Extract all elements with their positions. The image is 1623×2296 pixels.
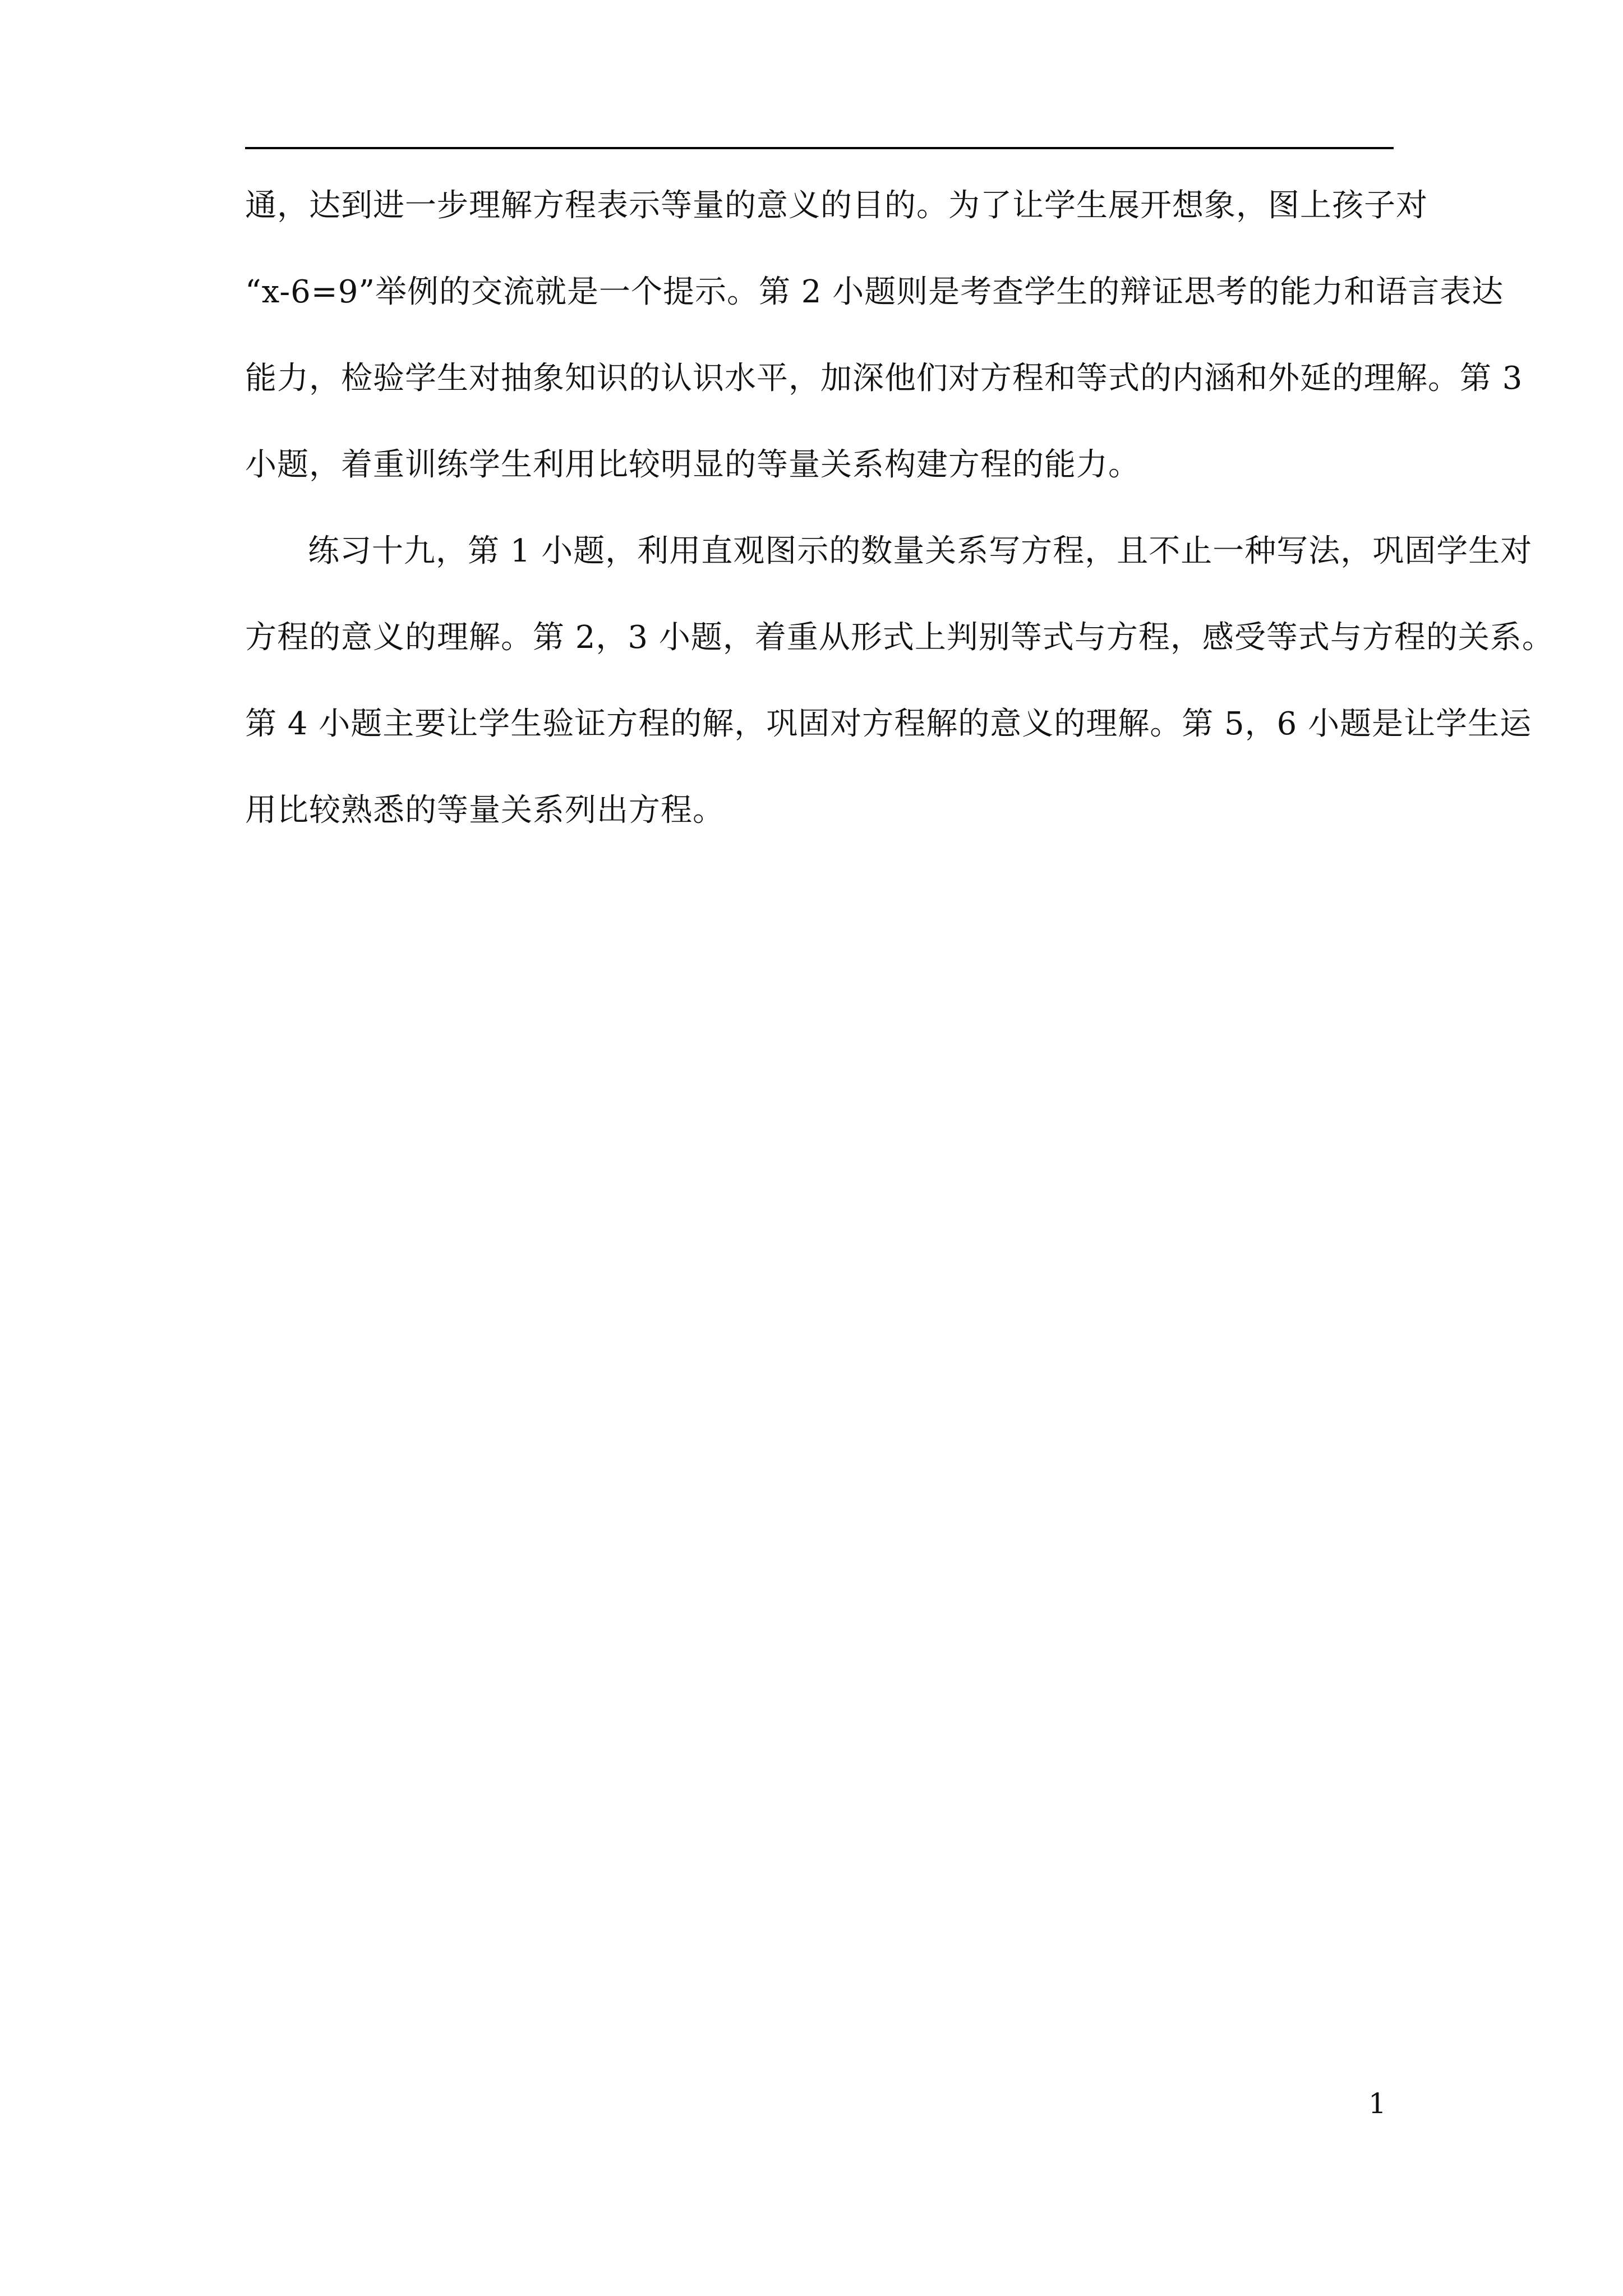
page-number: 1 bbox=[1368, 2087, 1386, 2120]
text-line: 练习十九，第 1 小题，利用直观图示的数量关系写方程，且不止一种写法，巩固学生对 bbox=[308, 533, 1533, 569]
text-line: 第 4 小题主要让学生验证方程的解，巩固对方程解的意义的理解。第 5，6 小题是让学生运 bbox=[245, 706, 1532, 742]
text-line: 小题，着重训练学生利用比较明显的等量关系构建方程的能力。 bbox=[245, 447, 1140, 483]
text-line: 通，达到进一步理解方程表示等量的意义的目的。为了让学生展开想象，图上孩子对 bbox=[245, 187, 1428, 224]
header-rule bbox=[245, 147, 1394, 149]
text-line: 能力，检验学生对抽象知识的认识水平，加深他们对方程和等式的内涵和外延的理解。第 3 bbox=[245, 360, 1523, 397]
paragraph bbox=[245, 533, 1554, 829]
text-line: 用比较熟悉的等量关系列出方程。 bbox=[245, 792, 725, 829]
paragraph bbox=[245, 187, 1523, 483]
text-line: 方程的意义的理解。第 2，3 小题，着重从形式上判别等式与方程，感受等式与方程的关系。 bbox=[245, 619, 1554, 656]
document-body bbox=[245, 187, 1554, 879]
text-line: “x-6=9”举例的交流就是一个提示。第 2 小题则是考查学生的辩证思考的能力和语言表达 bbox=[245, 274, 1504, 310]
